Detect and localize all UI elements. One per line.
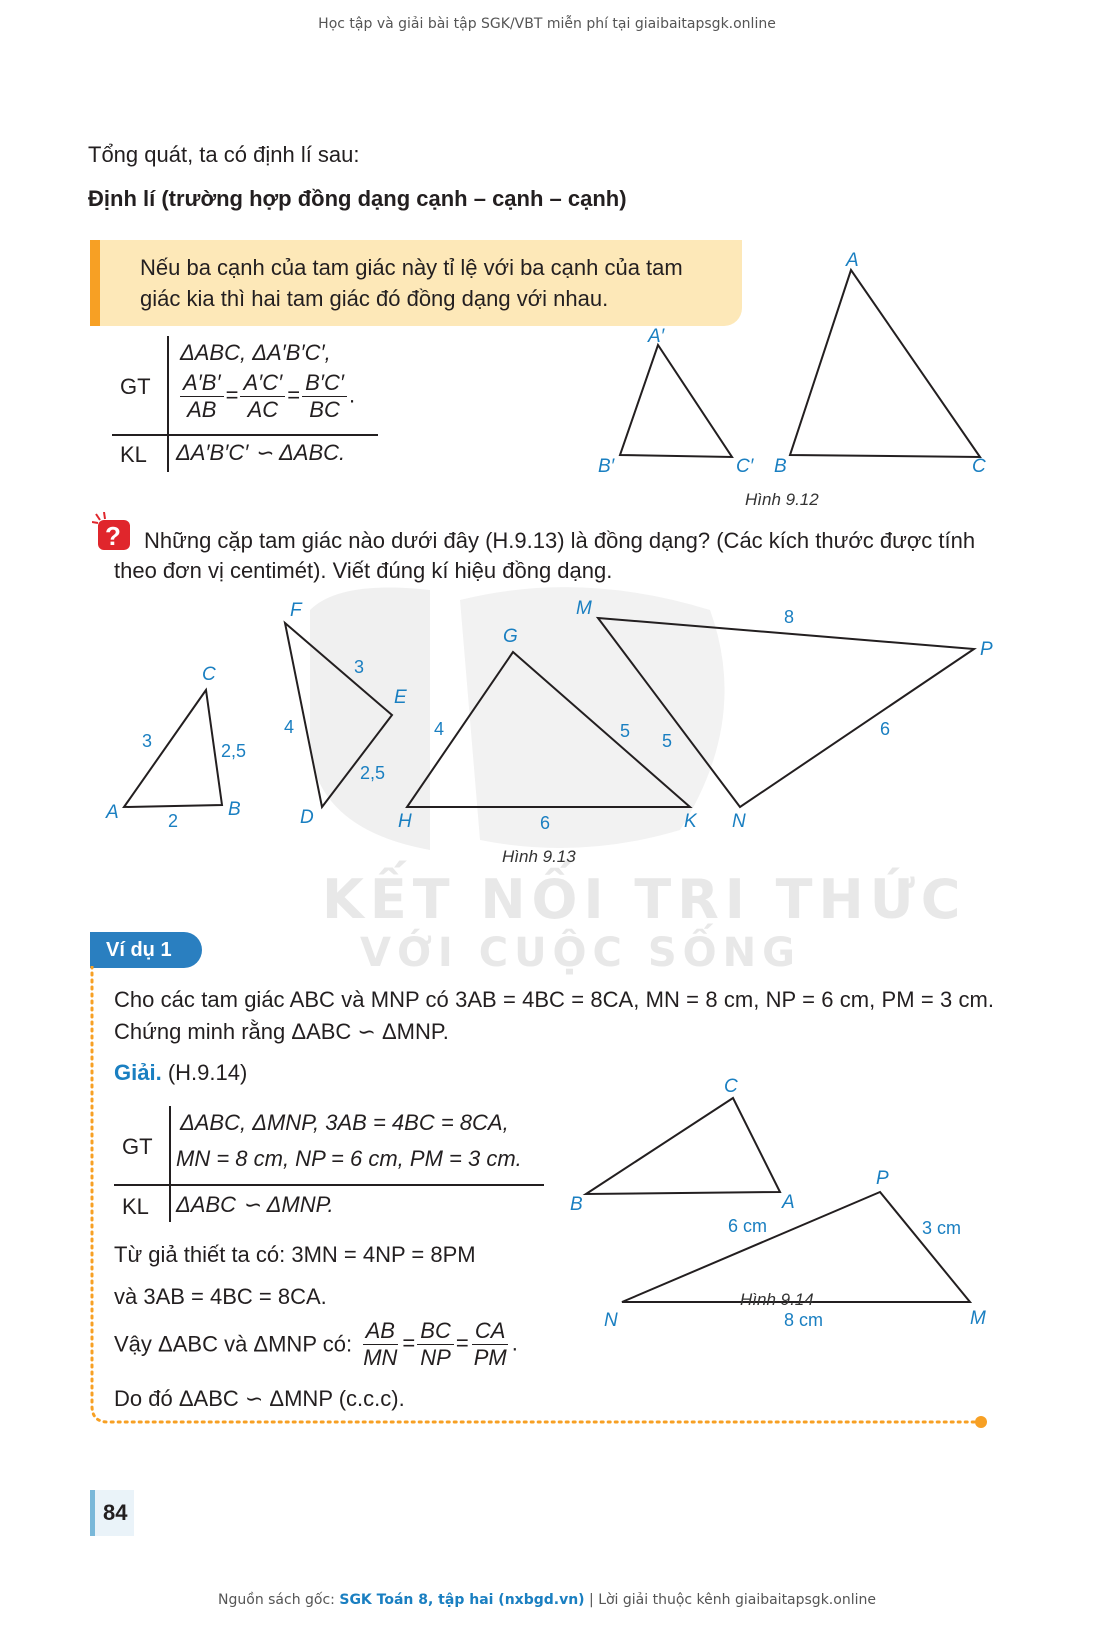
label-A: A [782,1192,795,1213]
len-CB: 2,5 [221,741,247,761]
len-MN: 5 [662,731,673,751]
gt-kl-table-1 [112,336,382,476]
step-3: Vậy ΔABC và ΔMNP có: $\frac{AB}{MN}$ = $\frac{BC}{NP}$ = $\frac{CA}{PM}$ . [114,1318,518,1370]
gt-line1: ΔABC, ΔA′B′C′, [180,340,331,365]
gt-label: GT [120,374,151,399]
kl2-text: ΔABC ∽ ΔMNP. [176,1192,334,1217]
page-header: Học tập và giải bài tập SGK/VBT miễn phí tại giaibaitapsgk.online [318,16,776,32]
triangle-mnp-914 [622,1192,970,1302]
triangle-a1b1c1 [620,345,732,457]
len-MP: 8 [784,607,795,627]
label-C: C [202,664,216,685]
label-G: G [503,626,518,647]
figure-9-13 [100,595,1000,845]
len-NP: 6 cm [728,1216,768,1236]
len-GH: 4 [434,719,445,739]
gt-kl-table-2 [114,1106,554,1226]
solution-heading [114,1058,247,1088]
len-AB: 2 [168,811,179,831]
solution-ref: (H.9.14) [167,1060,248,1085]
label-M: M [576,598,592,619]
question-text: Những cặp tam giác nào dưới đây (H.9.13) là đồng dạng? (Các kích thước được tính theo đơn vị centimét). Viết đúng kí hiệu đồng dạng. [114,528,976,583]
kl-text: ΔA′B′C′ ∽ ΔABC. [176,440,346,465]
len-NM: 8 cm [784,1310,824,1330]
page-footer [0,1592,1094,1608]
label-F: F [290,600,302,621]
svg-text:?: ? [105,521,121,551]
theorem-text: Nếu ba cạnh của tam giác này tỉ lệ với ba cạnh của tam giác kia thì hai tam giác đó đồng dạng với nhau. [140,255,683,311]
conclusion: Do đó ΔABC ∽ ΔMNP (c.c.c). [114,1386,405,1411]
footer-suffix: | Lời giải thuộc kênh giaibaitapsgk.online [584,1592,876,1608]
caption-9-13: Hình 9.13 [502,847,576,866]
label-C: C [972,456,986,477]
label-A1: A′ [648,326,665,347]
gt-ratios: $\frac{A'B'}{AB}$ = $\frac{A'C'}{AC}$ = $\frac{B'C'}{BC}$ . [178,370,355,423]
gt2-line1: ΔABC, ΔMNP, 3AB = 4BC = 8CA, [180,1110,509,1135]
footer-source-link[interactable]: SGK Toán 8, tập hai (nxbgd.vn) [339,1592,585,1608]
gt-label-2: GT [122,1134,153,1159]
triangle-abc-913 [124,690,222,807]
len-FE: 3 [354,657,365,677]
label-A: A [846,250,859,271]
label-K: K [684,811,697,832]
label-B: B [570,1194,583,1215]
caption-9-12: Hình 9.12 [745,490,819,509]
label-B: B [774,456,787,477]
triangle-abc-914 [586,1098,780,1194]
gt2-line2: MN = 8 cm, NP = 6 cm, PM = 3 cm. [176,1146,522,1171]
step-2: và 3AB = 4BC = 8CA. [114,1284,327,1309]
label-N: N [604,1310,618,1330]
kl-label: KL [120,442,147,467]
len-HK: 6 [540,813,551,833]
len-ED: 2,5 [360,763,386,783]
caption-9-14: Hình 9.14 [740,1290,814,1309]
label-H: H [398,811,412,832]
len-FD: 4 [284,717,295,737]
label-P: P [876,1168,889,1189]
len-PM: 3 cm [922,1218,962,1238]
figure-9-12 [590,250,1010,490]
label-D: D [300,807,314,828]
label-N: N [732,811,746,832]
footer-prefix: Nguồn sách gốc: [218,1592,340,1608]
watermark-text-2: VỚI CUỘC SỐNG [360,930,801,976]
triangle-abc [790,270,980,457]
triangle-ghk [407,652,690,807]
len-NP: 6 [880,719,891,739]
example-tag: Ví dụ 1 [90,932,202,968]
len-GK: 5 [620,721,631,741]
theorem-title: Định lí (trường hợp đồng dạng cạnh – cạnh – cạnh) [88,186,627,211]
intro-text: Tổng quát, ta có định lí sau: [88,142,360,167]
solution-label: Giải. [114,1060,162,1085]
label-A: A [106,802,119,823]
label-C1: C′ [736,456,754,477]
triangle-mnp [598,618,974,807]
label-B1: B′ [598,456,615,477]
label-M: M [970,1308,986,1329]
step-1: Từ giả thiết ta có: 3MN = 4NP = 8PM [114,1242,476,1267]
example-problem: Cho các tam giác ABC và MNP có 3AB = 4BC = 8CA, MN = 8 cm, NP = 6 cm, PM = 3 cm. Chứng minh rằng ΔABC ∽ ΔMNP. [114,987,994,1044]
label-C: C [724,1076,738,1097]
watermark-text-1: KẾT NỐI TRI THỨC [322,868,967,931]
label-E: E [394,687,407,708]
label-P: P [980,639,993,660]
kl-label-2: KL [122,1194,149,1219]
label-B: B [228,799,241,820]
len-CA: 3 [142,731,153,751]
page-number: 84 [90,1490,134,1536]
